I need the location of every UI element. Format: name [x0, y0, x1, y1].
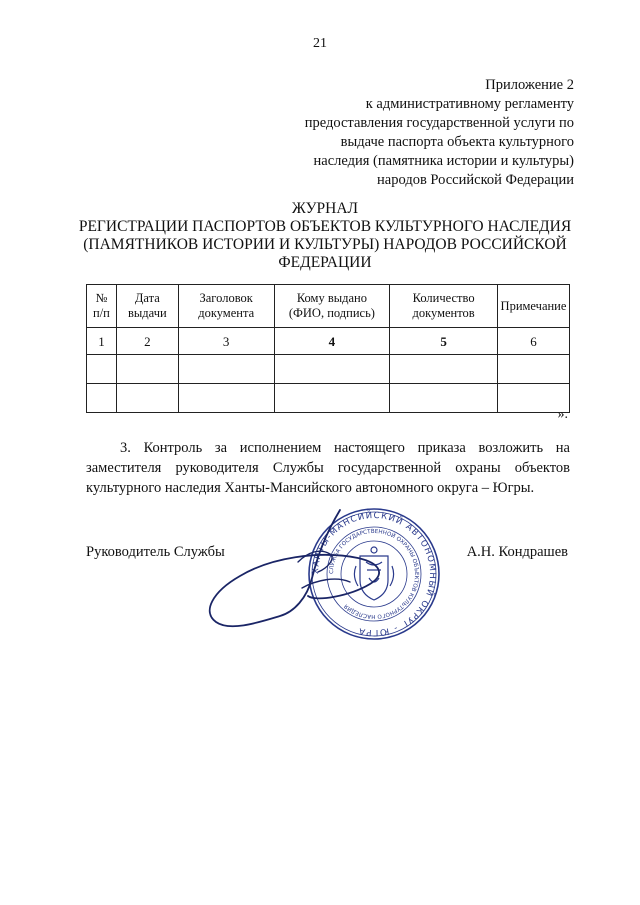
- table-cell: 1: [87, 328, 117, 355]
- table-cell: [274, 355, 390, 384]
- appendix-header: [244, 76, 574, 190]
- signer-title: Руководитель Службы: [86, 544, 225, 560]
- table-cell: [390, 355, 498, 384]
- table-cell: [116, 384, 178, 413]
- table-cell: [497, 355, 569, 384]
- table-cell: 6: [497, 328, 569, 355]
- table-cell: [87, 355, 117, 384]
- closing-quote: ».: [557, 407, 568, 422]
- header-note: Примечание: [497, 285, 569, 328]
- journal-title-line: ЖУРНАЛ: [291, 200, 359, 217]
- appendix-line: наследия (памятника истории и культуры): [313, 153, 574, 169]
- table-cell: 2: [116, 328, 178, 355]
- appendix-line: народов Российской Федерации: [377, 172, 574, 188]
- header-doc-title: Заголовок документа: [178, 285, 274, 328]
- table-row: [87, 384, 570, 413]
- table-cell: [178, 384, 274, 413]
- table-header-row: [87, 285, 570, 328]
- journal-table: [86, 284, 570, 413]
- journal-title-line: (ПАМЯТНИКОВ ИСТОРИИ И КУЛЬТУРЫ) НАРОДОВ РОССИЙСКОЙ: [83, 236, 567, 253]
- header-issued-to: Кому выдано (ФИО, подпись): [274, 285, 390, 328]
- table-cell: [178, 355, 274, 384]
- header-doc-count: Количество документов: [390, 285, 498, 328]
- paragraph-3: 3. Контроль за исполнением настоящего приказа возложить на заместителя руководителя Службы государственной охраны объектов культурного наследия Ханты-Мансийского автономного округа – Югры.: [86, 440, 570, 496]
- header-number: № п/п: [87, 285, 117, 328]
- table-row: [87, 328, 570, 355]
- header-date: Дата выдачи: [116, 285, 178, 328]
- journal-title: [70, 200, 580, 272]
- page-number: 21: [313, 36, 327, 51]
- table-cell: [274, 384, 390, 413]
- appendix-line: к административному регламенту: [365, 96, 574, 112]
- table-cell: [390, 384, 498, 413]
- appendix-line: выдаче паспорта объекта культурного: [340, 134, 574, 150]
- table-cell: 3: [178, 328, 274, 355]
- signer-name: А.Н. Кондрашев: [466, 544, 568, 560]
- appendix-line: предоставления государственной услуги по: [304, 115, 574, 131]
- table-cell: 4: [274, 328, 390, 355]
- handwritten-signature: [190, 500, 390, 650]
- journal-title-line: ФЕДЕРАЦИИ: [278, 254, 372, 271]
- table-cell: [87, 384, 117, 413]
- seal-outer-text: ХАНТЫ-МАНСИЙСКИЙ АВТОНОМНЫЙ ОКРУГ - ЮГРА: [310, 510, 438, 638]
- table-cell: [116, 355, 178, 384]
- seal-inner-text: СЛУЖБА ГОСУДАРСТВЕННОЙ ОХРАНЫ ОБЪЕКТОВ КУЛЬТУРНОГО НАСЛЕДИЯ: [328, 528, 420, 620]
- journal-title-line: РЕГИСТРАЦИИ ПАСПОРТОВ ОБЪЕКТОВ КУЛЬТУРНОГО НАСЛЕДИЯ: [78, 218, 572, 235]
- table-cell: 5: [390, 328, 498, 355]
- table-row: [87, 355, 570, 384]
- appendix-line: Приложение 2: [485, 77, 574, 93]
